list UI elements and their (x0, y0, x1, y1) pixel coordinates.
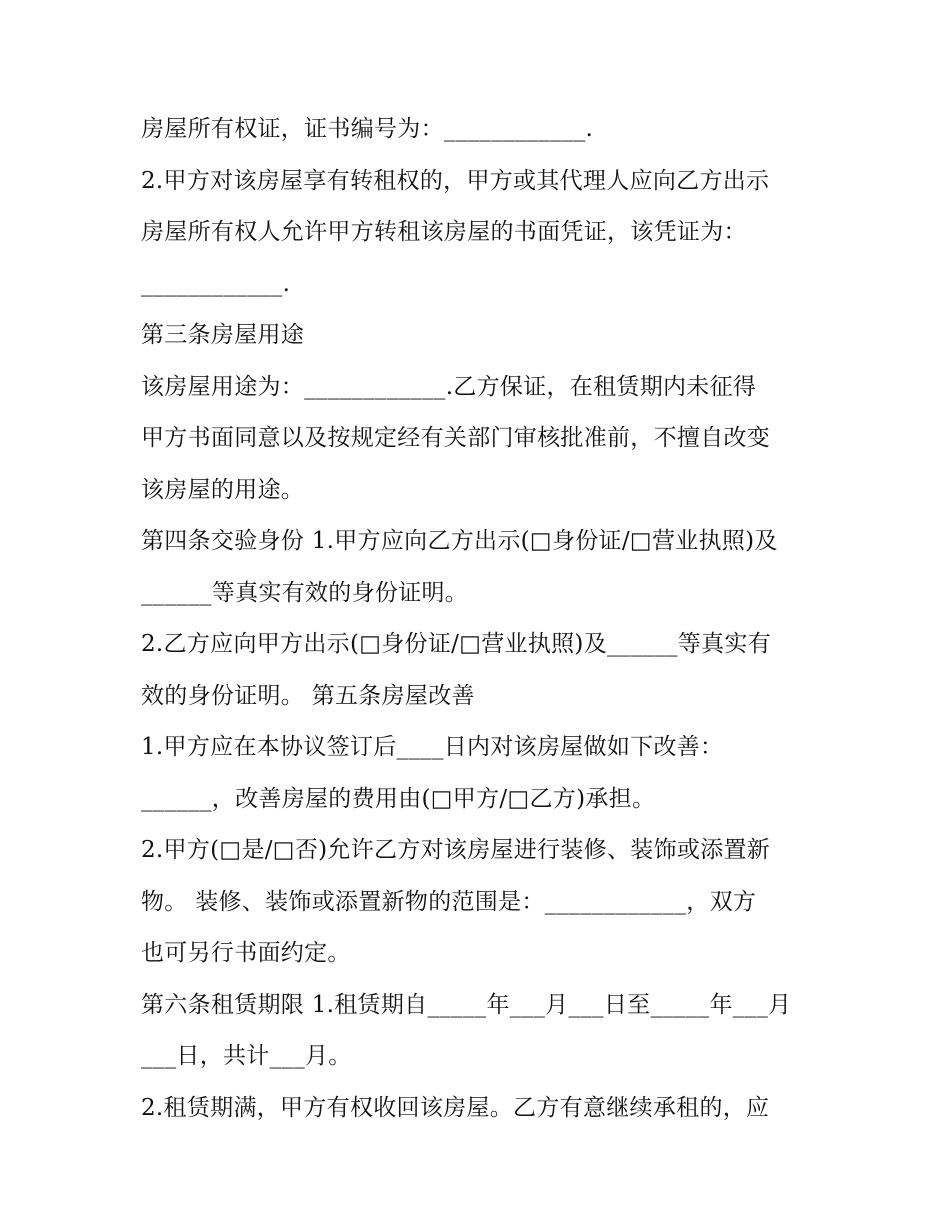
text-line: 该房屋用途为：____________.乙方保证，在租赁期内未征得 (141, 373, 757, 400)
text-line: 2.甲方对该房屋享有转租权的，甲方或其代理人应向乙方出示 (141, 167, 770, 194)
text-line: 房屋所有权证，证书编号为：____________. (141, 116, 594, 142)
text-line: ___日，共计___月。 (141, 1043, 352, 1069)
text-line: 第四条交验身份 1.甲方应向乙方出示(□身份证/□营业执照)及 (141, 528, 778, 554)
text-line: ____________. (141, 270, 291, 297)
text-line: 第六条租赁期限 1.租赁期自_____年___月___日至_____年___月 (141, 991, 792, 1018)
text-line: 房屋所有权人允许甲方转租该房屋的书面凭证，该凭证为： (141, 219, 747, 245)
text-line: 物。 装修、装饰或添置新物的范围是：____________，双方 (141, 888, 757, 915)
text-line: 该房屋的用途。 (141, 476, 305, 503)
text-line: 2.甲方(□是/□否)允许乙方对该房屋进行装修、装饰或添置新 (141, 837, 771, 863)
text-line: 效的身份证明。 第五条房屋改善 (141, 682, 475, 709)
section-heading: 第三条房屋用途 (141, 322, 305, 348)
text-line: 也可另行书面约定。 (141, 940, 351, 966)
text-line: 1.甲方应在本协议签订后____日内对该房屋做如下改善： (141, 734, 724, 760)
text-line: 甲方书面同意以及按规定经有关部门审核批准前，不擅自改变 (141, 425, 771, 451)
text-line: ______，改善房屋的费用由(□甲方/□乙方)承担。 (141, 785, 656, 812)
text-line: 2.租赁期满，甲方有权收回该房屋。乙方有意继续承租的，应 (141, 1094, 770, 1121)
text-line: 2.乙方应向甲方出示(□身份证/□营业执照)及______等真实有 (141, 631, 772, 657)
contract-text (141, 104, 821, 1134)
text-line: ______等真实有效的身份证明。 (141, 579, 469, 606)
